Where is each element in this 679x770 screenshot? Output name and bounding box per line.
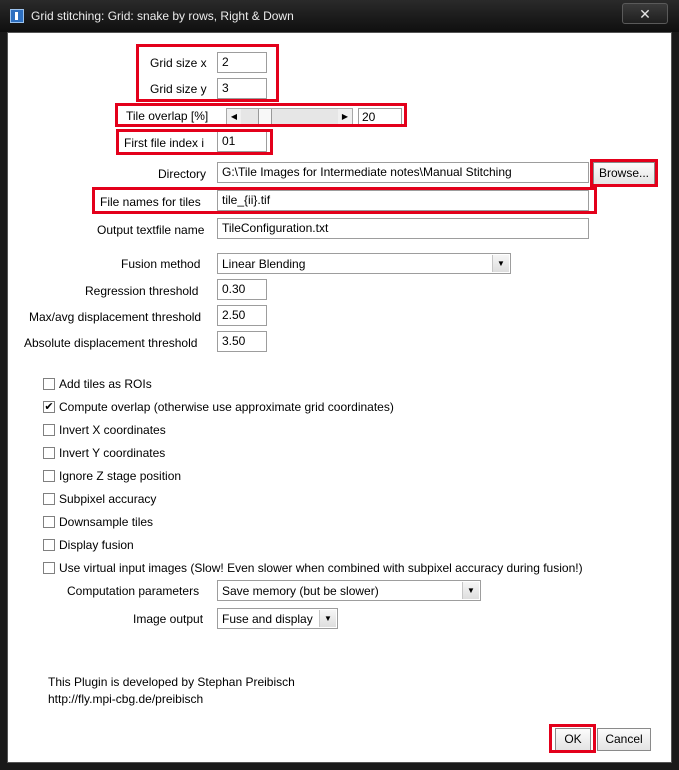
checkbox[interactable]	[43, 493, 55, 505]
directory-field[interactable]: G:\Tile Images for Intermediate notes\Manual Stitching	[217, 162, 589, 183]
regression-threshold-label: Regression threshold	[85, 284, 199, 298]
checkbox-label: Compute overlap (otherwise use approximate grid coordinates)	[59, 400, 394, 414]
grid-size-highlight	[136, 44, 279, 102]
title-bar	[0, 0, 679, 32]
checkbox[interactable]	[43, 424, 55, 436]
window-title: Grid stitching: Grid: snake by rows, Right & Down	[31, 9, 294, 23]
computation-parameters-dropdown[interactable]	[217, 580, 481, 601]
checkbox[interactable]	[43, 378, 55, 390]
image-output-dropdown[interactable]	[217, 608, 338, 629]
computation-parameters-label: Computation parameters	[67, 584, 200, 598]
slider-right-arrow-icon[interactable]: ▶	[338, 109, 352, 124]
grid-size-x-label: Grid size x	[150, 56, 207, 70]
grid-size-y-label: Grid size y	[150, 82, 207, 96]
chevron-down-icon: ▼	[492, 255, 509, 272]
plugin-url-text: http://fly.mpi-cbg.de/preibisch	[48, 692, 204, 706]
checkbox[interactable]: ✔	[44, 401, 54, 413]
checkbox[interactable]	[43, 470, 55, 482]
checkbox-label: Downsample tiles	[59, 515, 154, 529]
cancel-button[interactable]: Cancel	[597, 728, 651, 751]
checkbox-label: Ignore Z stage position	[59, 469, 182, 483]
slider-left-arrow-icon[interactable]: ◀	[227, 109, 241, 124]
computation-parameters-value: Save memory (but be slower)	[222, 584, 379, 598]
tile-overlap-field[interactable]: 20	[358, 108, 402, 127]
close-button[interactable]: ✕	[622, 3, 668, 24]
file-names-field[interactable]: tile_{ii}.tif	[217, 190, 589, 211]
tile-overlap-label: Tile overlap [%]	[126, 109, 209, 123]
checkbox-label: Display fusion	[59, 538, 134, 552]
first-file-index-label: First file index i	[124, 136, 205, 150]
directory-label: Directory	[158, 167, 207, 181]
ok-button[interactable]: OK	[555, 728, 591, 751]
regression-threshold-field[interactable]: 0.30	[217, 279, 267, 300]
output-textfile-field[interactable]: TileConfiguration.txt	[217, 218, 589, 239]
absolute-displacement-field[interactable]: 3.50	[217, 331, 267, 352]
chevron-down-icon: ▼	[319, 610, 336, 627]
image-output-value: Fuse and display	[222, 612, 313, 626]
file-names-highlight	[92, 187, 597, 214]
checkbox[interactable]	[43, 539, 55, 551]
browse-button[interactable]: Browse...	[593, 162, 655, 185]
grid-size-x-field[interactable]: 2	[217, 52, 267, 73]
dialog-body	[7, 32, 672, 763]
grid-size-y-field[interactable]: 3	[217, 78, 267, 99]
tile-overlap-highlight	[115, 103, 407, 127]
file-names-label: File names for tiles	[100, 195, 201, 209]
first-file-index-field[interactable]: 01	[217, 131, 267, 152]
checkbox-label: Use virtual input images (Slow! Even slower when combined with subpixel accuracy during fusion!)	[59, 561, 583, 575]
checkbox[interactable]	[43, 562, 55, 574]
maxavg-displacement-field[interactable]: 2.50	[217, 305, 267, 326]
image-output-label: Image output	[133, 612, 204, 626]
checkbox-label: Invert Y coordinates	[59, 446, 166, 460]
fusion-method-label: Fusion method	[121, 257, 201, 271]
output-textfile-label: Output textfile name	[97, 223, 205, 237]
absolute-displacement-label: Absolute displacement threshold	[24, 336, 198, 350]
chevron-down-icon: ▼	[462, 582, 479, 599]
checkbox[interactable]	[43, 447, 55, 459]
browse-highlight	[590, 159, 658, 187]
app-icon	[10, 9, 24, 23]
checkbox-label: Add tiles as ROIs	[59, 377, 152, 391]
ok-highlight	[549, 724, 596, 753]
checkbox-label: Invert X coordinates	[59, 423, 166, 437]
first-file-index-highlight	[116, 129, 273, 155]
checkbox[interactable]	[43, 516, 55, 528]
fusion-method-dropdown[interactable]	[217, 253, 511, 274]
maxavg-displacement-label: Max/avg displacement threshold	[29, 310, 202, 324]
fusion-method-value: Linear Blending	[222, 257, 306, 271]
checkbox-label: Subpixel accuracy	[59, 492, 157, 506]
plugin-credit-text: This Plugin is developed by Stephan Preibisch	[48, 675, 295, 689]
